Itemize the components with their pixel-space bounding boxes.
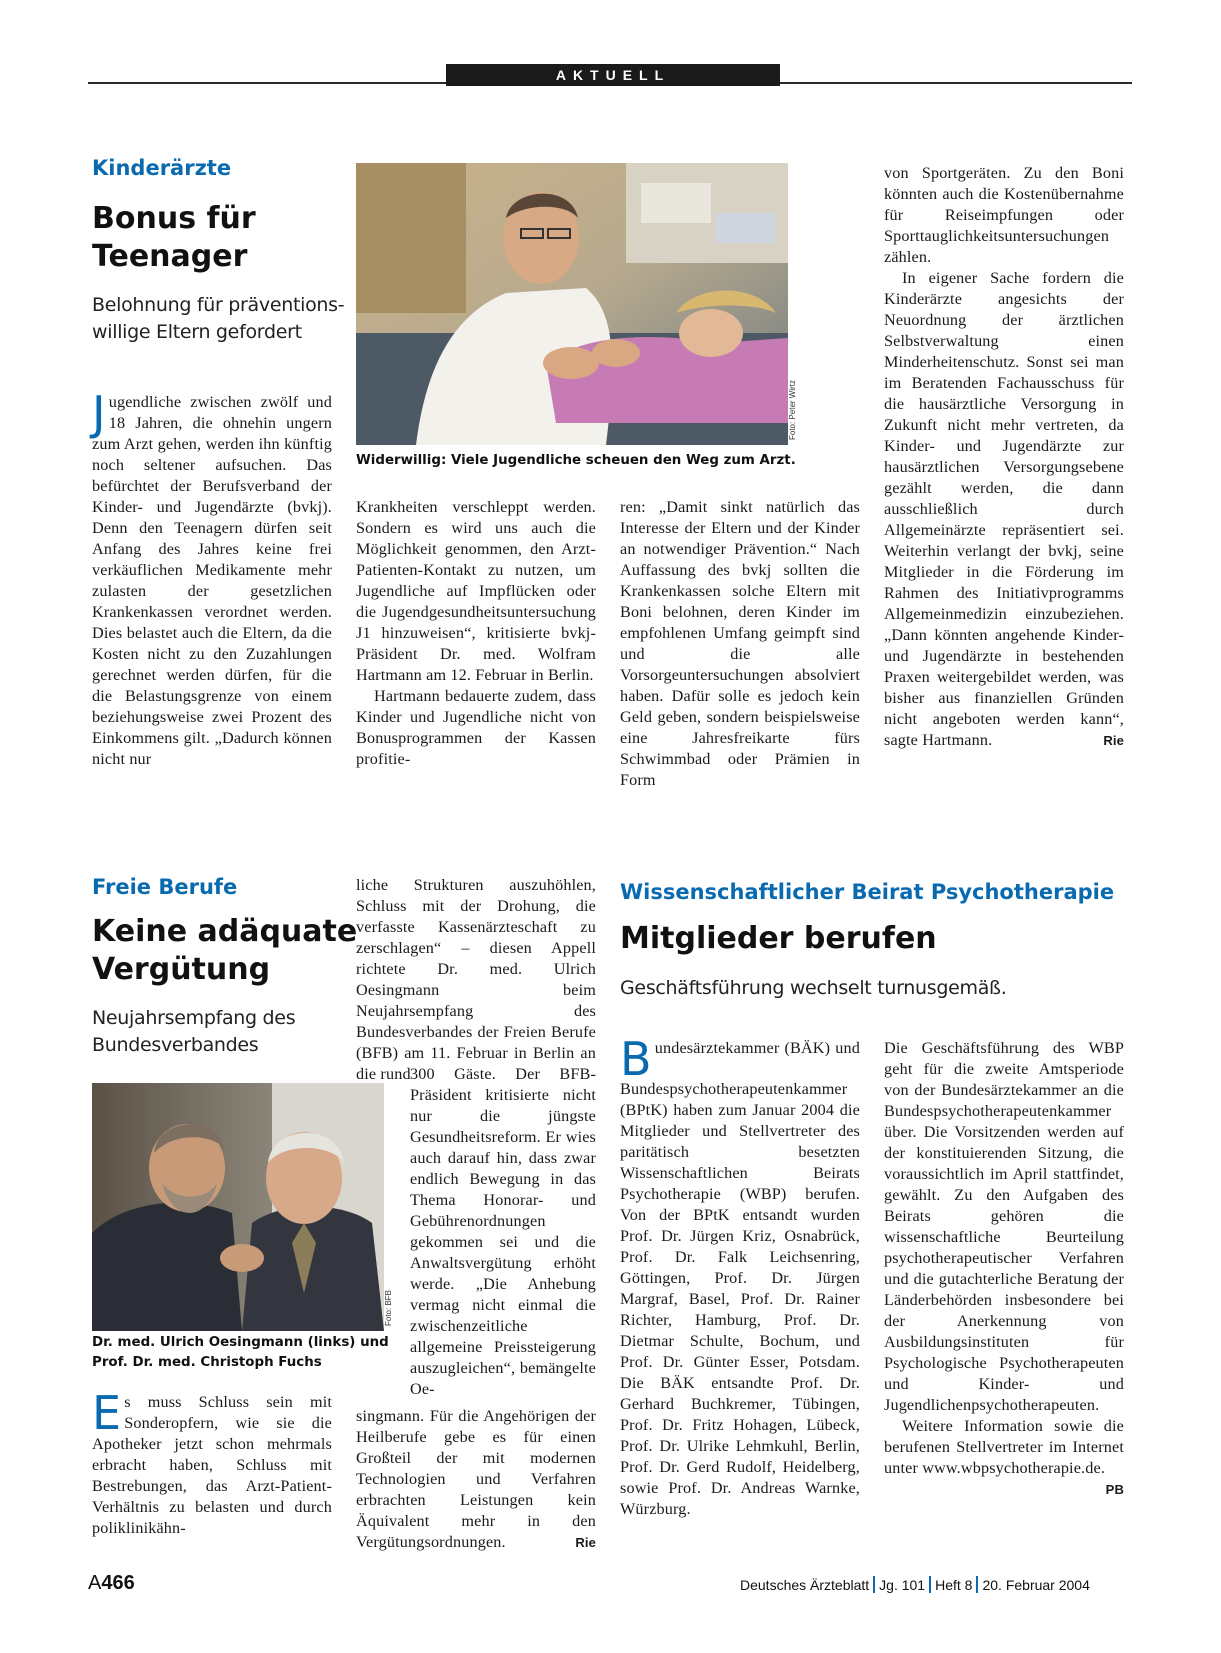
page-number: A466 <box>88 1572 135 1594</box>
article1-column-4: von Sportgeräten. Zu den Boni könnten auch die Kostenübernahme für Reiseimpfungen oder Sporttauglichkeitsuntersuchungen zählen. In eigener Sache fordern die Kinderärzte angesichts der Neuordnung der ärztlichen Selbstverwaltung einen Minderheitenschutz. Sonst sei man im Beratenden Fachausschuss für die hausärztliche Versorgung in Zukunft nicht mehr vertreten, da Kinder- und Jugendärzte zur hausärztlichen Versorgungsebene gezählt werden, die dann ausschließlich durch Allgemeinärzte repräsentiert sei. Weiterhin verlangt der bvkj, seine Mitglieder in die Förderung im Rahmen des Initiativprogramms Allgemeinmedizin einzubeziehen. „Dann könnten angehende Kinder- und Jugendärzte in bestehenden Praxen weitergebildet werden, was bisher aus finanziellen Gründen nicht angeboten werden kann“, sagte Hartmann. Rie <box>884 164 1124 749</box>
article2-kicker: Freie Berufe <box>92 875 238 899</box>
section-tag: AKTUELL <box>446 64 780 86</box>
footer-divider <box>976 1576 978 1593</box>
article2-dropcap: E <box>92 1386 122 1440</box>
article3-kicker: Wissenschaftlicher Beirat Psychotherapie <box>620 880 1115 904</box>
journal-name: Deutsches Ärzteblatt <box>740 1577 870 1593</box>
article2-column-2-narrow: 300 Gäste. Der BFB-Präsident kritisierte nicht nur die jüngste Gesundheitsreform. Er wies auch darauf hin, dass zwar endlich Bewegung in das Thema Honorar- und Gebührenordnungen gekommen sei und die Anwaltsvergütung erhöht werde. „Die Anhebung vermag nicht einmal die zwischenzeitliche allgemeine Preissteigerung auszugleichen“, bemängelte Oe- <box>410 1065 596 1398</box>
article3-deck: Geschäftsführung wechselt turnusgemäß. <box>620 977 1007 999</box>
article2-column-2-top: liche Strukturen auszuhöhlen, Schluss mit der Drohung, die verfasste Kassenärzteschaft zu zerschlagen“ – diesen Appell richtete Dr. med. Ulrich Oesingmann beim Neujahrsempfang des Bundesverbandes der Freien Berufe (BFB) am 11. Februar in Berlin an die rund <box>356 876 596 1083</box>
article1-signature: Rie <box>1103 733 1124 748</box>
article1-column-3: ren: „Damit sinkt natürlich das Interesse der Eltern und der Kinder an notwendiger Prävention.“ Nach Auffassung des bvkj sollten die Krankenkassen solche Eltern mit Boni belohnen, deren Kinder im empfohlenen Umfang geimpft sind und die alle Vorsorgeuntersuchungen absolviert haben. Dafür solle es jedoch kein Geld geben, sondern beispielsweise eine Jahresfreikarte fürs Schwimmbad oder Prämien in Form <box>620 498 860 789</box>
journal-date: 20. Februar 2004 <box>982 1577 1090 1593</box>
article3-headline: Mitglieder berufen <box>620 921 937 956</box>
journal-footer <box>740 1576 1090 1593</box>
reception-photo <box>92 1083 384 1331</box>
article1-kicker: Kinderärzte <box>92 156 232 180</box>
article1-column-1: Jugendliche zwischen zwölf und 18 Jahren, die ohnehin ungern zum Arzt gehen, werden ihn künftig noch seltener aufsuchen. Das befürchtet der Berufsverband der Kinder- und Jugendärzte (bvkj). Denn den Teenagern dürfen seit Anfang des Jahres keine frei verkäuflichen Medikamente mehr zulasten der gesetzlichen Krankenkassen verordnet werden. Dies belastet auch die Eltern, da die Kosten nicht zu den Zuzahlungen gerechnet werden dürfen, für die die Belastungsgrenze von einem beziehungsweise zwei Prozent des Einkommens gilt. „Dadurch können nicht nur <box>92 386 332 768</box>
article2-headline: Keine adäquate Vergütung <box>92 914 358 987</box>
journal-issue: Heft 8 <box>935 1577 973 1593</box>
footer-divider <box>929 1576 931 1593</box>
article2-signature: Rie <box>575 1535 596 1550</box>
article3-column-2: Die Geschäftsführung des WBP geht für die zweite Amtsperiode von der Bundesärztekammer an die Bundespsychotherapeutenkammer über. Die Vorsitzenden werden auf der konstituierenden Sitzung, die voraussichtlich im April stattfindet, gewählt. Zu den Aufgaben des Beirats gehören die wissenschaftliche Beurteilung psychotherapeutischer Verfahren und die gutachterliche Beratung der Länderbehörden insbesondere bei der Anerkennung von Ausbildungsinstituten für Psychologische Psychotherapeuten und Kinder- und Jugendlichenpsychotherapeuten. Weitere Information sowie die berufenen Stellvertreter im Internet unter www.wbpsychotherapie.de. PB <box>884 1038 1124 1500</box>
journal-volume: Jg. 101 <box>879 1577 926 1593</box>
article3-dropcap: B <box>620 1032 652 1086</box>
doctor-patient-photo <box>356 163 788 445</box>
article1-photo-caption: Widerwillig: Viele Jugendliche scheuen den Weg zum Arzt. <box>356 453 796 468</box>
article2-photo-caption: Dr. med. Ulrich Oesingmann (links) und Prof. Dr. med. Christoph Fuchs <box>92 1335 389 1370</box>
article1-photo-credit: Foto: Peter Wirtz <box>788 379 797 440</box>
article3-column-1: Bundesärztekammer (BÄK) und Bundespsychotherapeutenkammer (BPtK) haben zum Januar 2004 die Mitglieder und Stellvertreter des paritätisch besetzten Wissenschaftlichen Beirats Psychotherapie (WBP) berufen. Von der BPtK entsandt wurden Prof. Dr. Jürgen Kriz, Osnabrück, Prof. Dr. Falk Leichsenring, Göttingen, Prof. Dr. Jürgen Margraf, Basel, Prof. Dr. Rainer Richter, Hamburg, Prof. Dr. Dietmar Schulte, Bochum, und Prof. Dr. Günter Esser, Potsdam. Die BÄK entsandte Prof. Dr. Gerhard Buchkremer, Tübingen, Prof. Dr. Fritz Hohagen, Lübeck, Prof. Dr. Ulrike Lehmkuhl, Berlin, Prof. Dr. Gerd Rudolf, Heidelberg, sowie Prof. Dr. Andreas Warnke, Würzburg. <box>620 1032 860 1518</box>
article1-headline: Bonus für Teenager <box>92 201 256 274</box>
article2-column-1: Es muss Schluss sein mit Sonderopfern, wie sie die Apotheker jetzt schon mehrmals erbracht haben, Schluss mit Bestrebungen, das Arzt-Patient-Verhältnis zu belasten und durch poliklinikähn- <box>92 1386 332 1537</box>
article2-column-2-bottom: singmann. Für die Angehörigen der Heilberufe gebe es für einen Großteil der mit modernen Technologien und Verfahren erbrachten Leistungen kein Äquivalent mehr in den Vergütungsordnungen. Rie <box>356 1407 596 1551</box>
article1-dropcap: J <box>92 386 106 440</box>
article2-deck: Neujahrsempfang des Bundesverbandes <box>92 1007 296 1056</box>
article3-signature: PB <box>1105 1482 1124 1497</box>
footer-divider <box>873 1576 875 1593</box>
article2-photo-credit: Foto: BFB <box>384 1289 393 1326</box>
article1-deck: Belohnung für präventions- willige Eltern gefordert <box>92 294 345 343</box>
article1-column-2: Krankheiten verschleppt werden. Sondern es wird uns auch die Möglichkeit genommen, den Arzt-Patienten-Kontakt zu nutzen, um Jugendliche auf Impflücken oder die Jugendgesundheitsuntersuchung J1 hinzuweisen“, kritisierte bvkj-Präsident Dr. med. Wolfram Hartmann am 12. Februar in Berlin. Hartmann bedauerte zudem, dass Kinder und Jugendliche nicht von Bonusprogrammen der Kassen profitie- <box>356 498 596 768</box>
